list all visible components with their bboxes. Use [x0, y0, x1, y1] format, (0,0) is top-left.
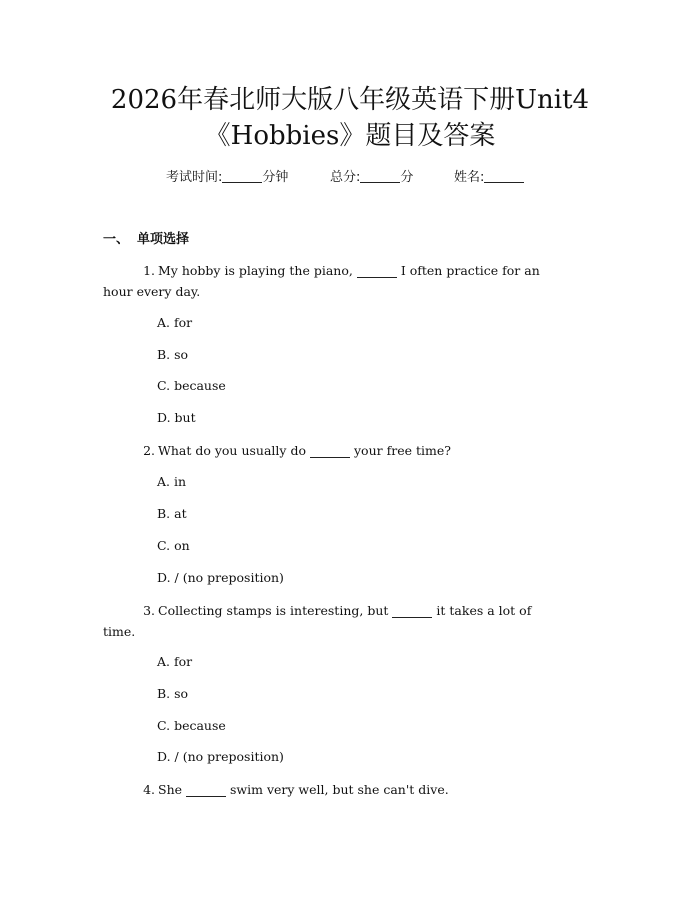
question-text-continuation: hour every day.	[103, 284, 201, 299]
option-b: B. so	[157, 686, 189, 701]
question-number: 3.	[143, 603, 155, 618]
question-text-after-blank: swim very well, but she can't dive.	[230, 782, 449, 797]
total-score-unit: 分	[400, 170, 414, 185]
question-text-before-blank: My hobby is playing the piano,	[158, 263, 353, 278]
question-text-after-blank: your free time?	[354, 443, 451, 458]
question-text-after-blank: I often practice for an	[400, 263, 540, 278]
section-heading	[103, 230, 189, 250]
exam-time-field	[166, 168, 288, 188]
total-score-field	[330, 168, 413, 188]
option-a: A. in	[157, 474, 187, 489]
exam-info-row	[0, 168, 700, 188]
question-3	[103, 600, 593, 642]
question-4	[103, 779, 593, 800]
question-text-before-blank: Collecting stamps is interesting, but	[158, 603, 389, 618]
option-a: A. for	[157, 654, 193, 669]
option-b: B. so	[157, 347, 189, 362]
total-score-blank	[360, 168, 400, 183]
option-c: C. because	[157, 718, 226, 733]
exam-time-label: 考试时间:	[166, 170, 223, 185]
student-name-blank	[484, 168, 524, 183]
question-2	[103, 440, 593, 461]
option-a: A. for	[157, 315, 193, 330]
total-score-label: 总分:	[330, 170, 361, 185]
student-name-field	[454, 168, 524, 188]
question-text-continuation: time.	[103, 624, 136, 639]
question-text-after-blank: it takes a lot of	[436, 603, 532, 618]
question-number: 1.	[143, 263, 155, 278]
question-number: 4.	[143, 782, 155, 797]
answer-blank	[186, 782, 226, 797]
question-text-before-blank: What do you usually do	[158, 443, 306, 458]
answer-blank	[310, 443, 350, 458]
question-1	[103, 260, 593, 302]
option-c: C. because	[157, 378, 226, 393]
document-title-line1: 2026年春北师大版八年级英语下册Unit4	[110, 85, 590, 115]
option-d: D. / (no preposition)	[157, 570, 284, 585]
answer-blank	[357, 263, 397, 278]
option-d: D. but	[157, 410, 196, 425]
option-c: C. on	[157, 538, 190, 553]
answer-blank	[392, 603, 432, 618]
section-title: 单项选择	[137, 232, 190, 247]
document-title-line2: 《Hobbies》题目及答案	[204, 121, 496, 151]
question-text-before-blank: She	[158, 782, 183, 797]
option-b: B. at	[157, 506, 187, 521]
option-d: D. / (no preposition)	[157, 749, 284, 764]
section-number: 一、	[103, 232, 130, 247]
question-number: 2.	[143, 443, 155, 458]
student-name-label: 姓名:	[454, 170, 485, 185]
exam-time-unit: 分钟	[262, 170, 289, 185]
exam-time-blank	[222, 168, 262, 183]
